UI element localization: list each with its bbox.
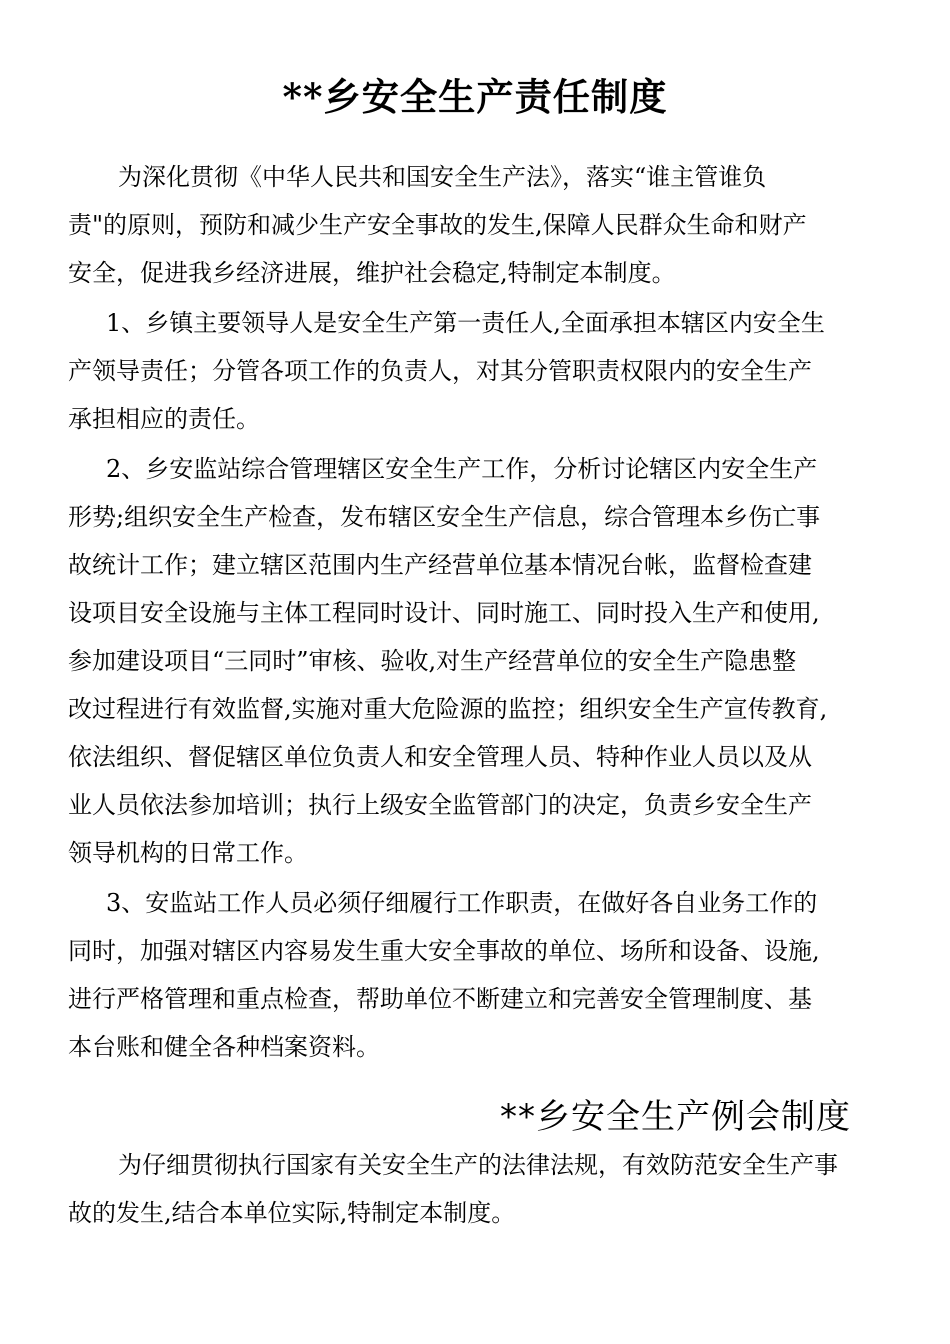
paragraph-line: 本台账和健全各种档案资料。 xyxy=(68,1033,380,1061)
paragraph-line: 产领导责任；分管各项工作的负责人，对其分管职责权限内的安全生产 xyxy=(68,357,812,385)
paragraph-line: 承担相应的责任。 xyxy=(68,405,260,433)
paragraph-line: 领导机构的日常工作。 xyxy=(68,839,308,867)
paragraph-line: 同时，加强对辖区内容易发生重大安全事故的单位、场所和设备、设施, xyxy=(68,937,820,965)
paragraph-line: 责"的原则，预防和减少生产安全事故的发生,保障人民群众生命和财产 xyxy=(68,211,807,239)
section-subtitle: **乡安全生产例会制度 xyxy=(500,1097,851,1137)
paragraph-line: 设项目安全设施与主体工程同时设计、同时施工、同时投入生产和使用, xyxy=(68,599,820,627)
paragraph-line: 1、乡镇主要领导人是安全生产第一责任人,全面承担本辖区内安全生 xyxy=(106,309,825,337)
paragraph-line: 参加建设项目“三同时”审核、验收,对生产经营单位的安全生产隐患整 xyxy=(68,647,797,675)
paragraph-line: 依法组织、督促辖区单位负责人和安全管理人员、特种作业人员以及从 xyxy=(68,743,812,771)
paragraph-line: 业人员依法参加培训；执行上级安全监管部门的决定，负责乡安全生产 xyxy=(68,791,812,819)
paragraph-line: 故统计工作；建立辖区范围内生产经营单位基本情况台帐，监督检查建 xyxy=(68,551,812,579)
paragraph-line: 为仔细贯彻执行国家有关安全生产的法律法规，有效防范安全生产事 xyxy=(118,1151,838,1179)
paragraph-line: 为深化贯彻《中华人民共和国安全生产法》，落实“谁主管谁负 xyxy=(118,163,767,191)
paragraph-line: 进行严格管理和重点检查，帮助单位不断建立和完善安全管理制度、基 xyxy=(68,985,812,1013)
paragraph-line: 形势;组织安全生产检查，发布辖区安全生产信息，综合管理本乡伤亡事 xyxy=(68,503,821,531)
paragraph-line: 安全，促进我乡经济进展，维护社会稳定,特制定本制度。 xyxy=(68,259,676,287)
paragraph-line: 故的发生,结合本单位实际,特制定本制度。 xyxy=(68,1199,516,1227)
paragraph-line: 3、安监站工作人员必须仔细履行工作职责，在做好各自业务工作的 xyxy=(106,889,818,917)
paragraph-line: 改过程进行有效监督,实施对重大危险源的监控；组织安全生产宣传教育, xyxy=(68,695,828,723)
paragraph-line: 2、乡安监站综合管理辖区安全生产工作，分析讨论辖区内安全生产 xyxy=(106,455,818,483)
document-title: **乡安全生产责任制度 xyxy=(282,75,668,119)
